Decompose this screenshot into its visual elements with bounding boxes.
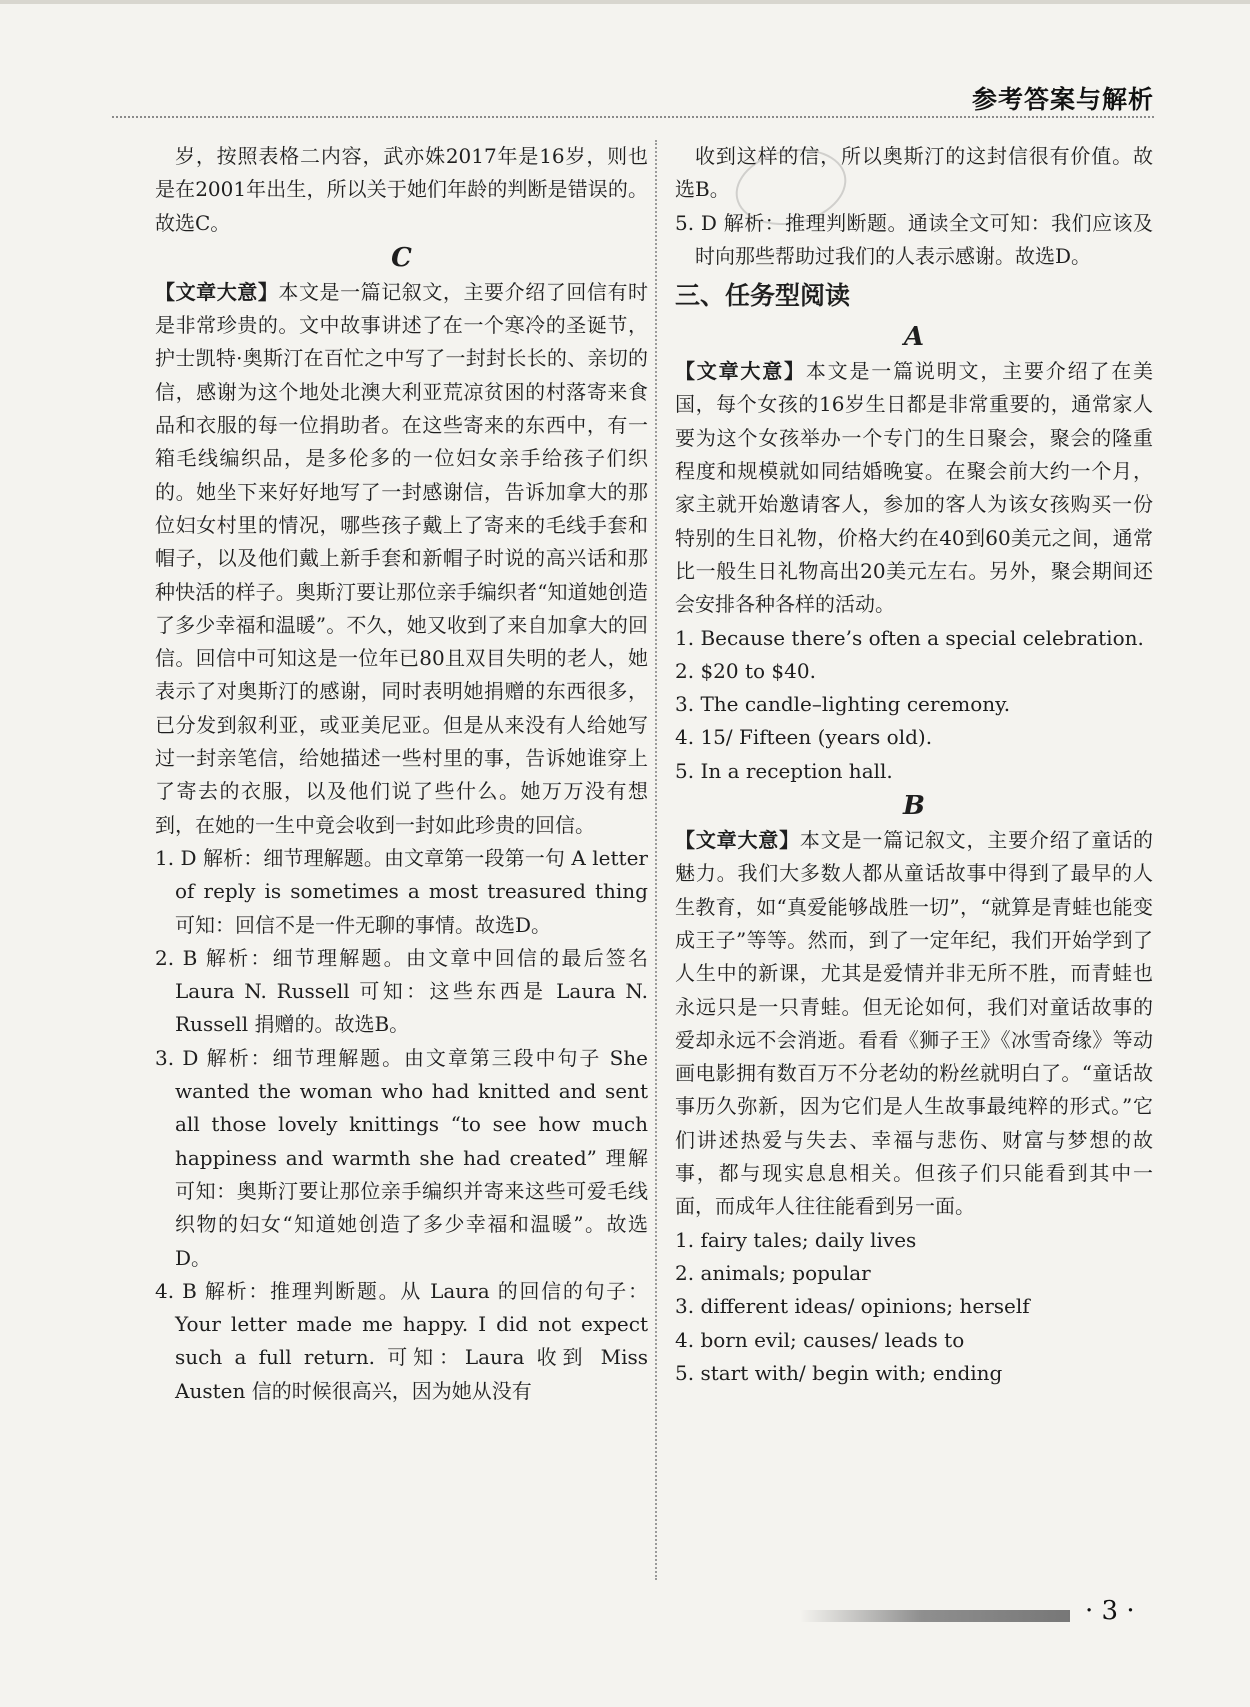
- summary-paragraph: [675, 824, 1153, 1224]
- summary-paragraph: [675, 355, 1153, 621]
- answer-item: 5. In a reception hall.: [675, 758, 893, 783]
- answer-item: 4. born evil; causes/ leads to: [675, 1327, 965, 1352]
- intro-paragraph: 岁，按照表格二内容，武亦姝2017年是16岁，则也是在2001年出生，所以关于她们年龄的判断是错误的。故选C。: [155, 144, 648, 235]
- answer-item: 3. The candle–lighting ceremony.: [675, 692, 1011, 717]
- right-column: [675, 140, 1153, 1390]
- left-column: [155, 140, 648, 1408]
- answer-item: 4. B 解析：推理判断题。从 Laura 的回信的句子：Your letter made me happy. I did not expect such a full return. 可知：Laura 收到 Miss Austen 信的时候很高兴，因为她从没有: [155, 1278, 648, 1403]
- answer-item: 1. D 解析：细节理解题。由文章第一段第一句 A letter of reply is sometimes a most treasured thing 可知：回信不是一件无聊的事情。故选D。: [155, 845, 648, 937]
- continued-text: 收到这样的信，所以奥斯汀的这封信很有价值。故选B。: [675, 144, 1153, 202]
- summary-label: 【文章大意】: [155, 279, 279, 304]
- answer-item: 1. fairy tales; daily lives: [675, 1227, 917, 1252]
- section-letter-c: C: [391, 242, 412, 273]
- answer-item: 3. different ideas/ opinions; herself: [675, 1294, 1030, 1319]
- section-letter-b: B: [903, 791, 925, 822]
- summary-text: 本文是一篇记叙文，主要介绍了回信有时是非常珍贵的。文中故事讲述了在一个寒冷的圣诞节，护士凯特·奥斯汀在百忙之中写了一封封长长的、亲切的信，感谢为这个地处北澳大利亚荒凉贫困的村落寄来食品和衣服的每一位捐助者。在这些寄来的东西中，有一箱毛线编织品，是多伦多的一位妇女亲手给孩子们织的。她坐下来好好地写了一封感谢信，告诉加拿大的那位妇女村里的情况，哪些孩子戴上了寄来的毛线手套和帽子，以及他们戴上新手套和新帽子时说的高兴话和那种快活的样子。奥斯汀要让那位亲手编织者“知道她创造了多少幸福和温暖”。不久，她又收到了来自加拿大的回信。回信中可知这是一位年已80且双目失明的老人，她表示了对奥斯汀的感谢，同时表明她捐赠的东西很多，已分发到叙利亚，或亚美尼亚。但是从来没有人给她写过一封亲笔信，给她描述一些村里的事，告诉她谁穿上了寄去的衣服，以及他们说了些什么。她万万没有想到，在她的一生中竟会收到一封如此珍贵的回信。: [155, 279, 649, 837]
- summary-label: 【文章大意】: [675, 359, 806, 384]
- answer-item: 2. animals; popular: [675, 1260, 871, 1285]
- page-edge: [0, 0, 1250, 4]
- header-title: 参考答案与解析: [971, 85, 1154, 114]
- page-number: · 3 ·: [1085, 1596, 1135, 1626]
- column-divider: [655, 140, 657, 1580]
- answer-item: 3. D 解析：细节理解题。由文章第三段中句子 She wanted the woman who had knitted and sent all those lovely knittings “to see how much happiness and warmth she had created” 理解可知：奥斯汀要让那位亲手编织并寄来这些可爱毛线织物的妇女“知道她创造了多少幸福和温暖”。故选D。: [155, 1045, 648, 1270]
- answer-item: 2. B 解析：细节理解题。由文章中回信的最后签名 Laura N. Russell 可知：这些东西是 Laura N. Russell 捐赠的。故选B。: [155, 945, 648, 1037]
- summary-label: 【文章大意】: [675, 828, 800, 853]
- summary-paragraph: [155, 276, 648, 842]
- footer-decoration-bar: [800, 1610, 1070, 1622]
- section-heading: 三、任务型阅读: [675, 281, 851, 311]
- answer-item: 4. 15/ Fifteen (years old).: [675, 725, 933, 750]
- answer-item: 5. start with/ begin with; ending: [675, 1360, 1003, 1385]
- answer-item: 1. Because there’s often a special celebration.: [675, 625, 1144, 650]
- section-letter-a: A: [903, 322, 925, 353]
- answer-item: 2. $20 to $40.: [675, 658, 816, 683]
- answer-item: 5. D 解析：推理判断题。通读全文可知：我们应该及时向那些帮助过我们的人表示感谢。故选D。: [675, 210, 1153, 268]
- summary-text: 本文是一篇记叙文，主要介绍了童话的魅力。我们大多数人都从童话故事中得到了最早的人生教育，如“真爱能够战胜一切”，“就算是青蛙也能变成王子”等等。然而，到了一定年纪，我们开始学到了人生中的新课，尤其是爱情并非无所不胜，而青蛙也永远只是一只青蛙。但无论如何，我们对童话故事的爱却永远不会消逝。看看《狮子王》《冰雪奇缘》等动画电影拥有数百万不分老幼的粉丝就明白了。“童话故事历久弥新，因为它们是人生故事最纯粹的形式。”它们讲述热爱与失去、幸福与悲伤、财富与梦想的故事，都与现实息息相关。但孩子们只能看到其中一面，而成年人往往能看到另一面。: [675, 828, 1154, 1219]
- summary-text: 本文是一篇说明文，主要介绍了在美国，每个女孩的16岁生日都是非常重要的，通常家人要为这个女孩举办一个专门的生日聚会，聚会的隆重程度和规模就如同结婚晚宴。在聚会前大约一个月，家主就开始邀请客人，参加的客人为该女孩购买一份特别的生日礼物，价格大约在40到60美元之间，通常比一般生日礼物高出20美元左右。另外，聚会期间还会安排各种各样的活动。: [675, 359, 1154, 617]
- header-divider: [112, 116, 1154, 118]
